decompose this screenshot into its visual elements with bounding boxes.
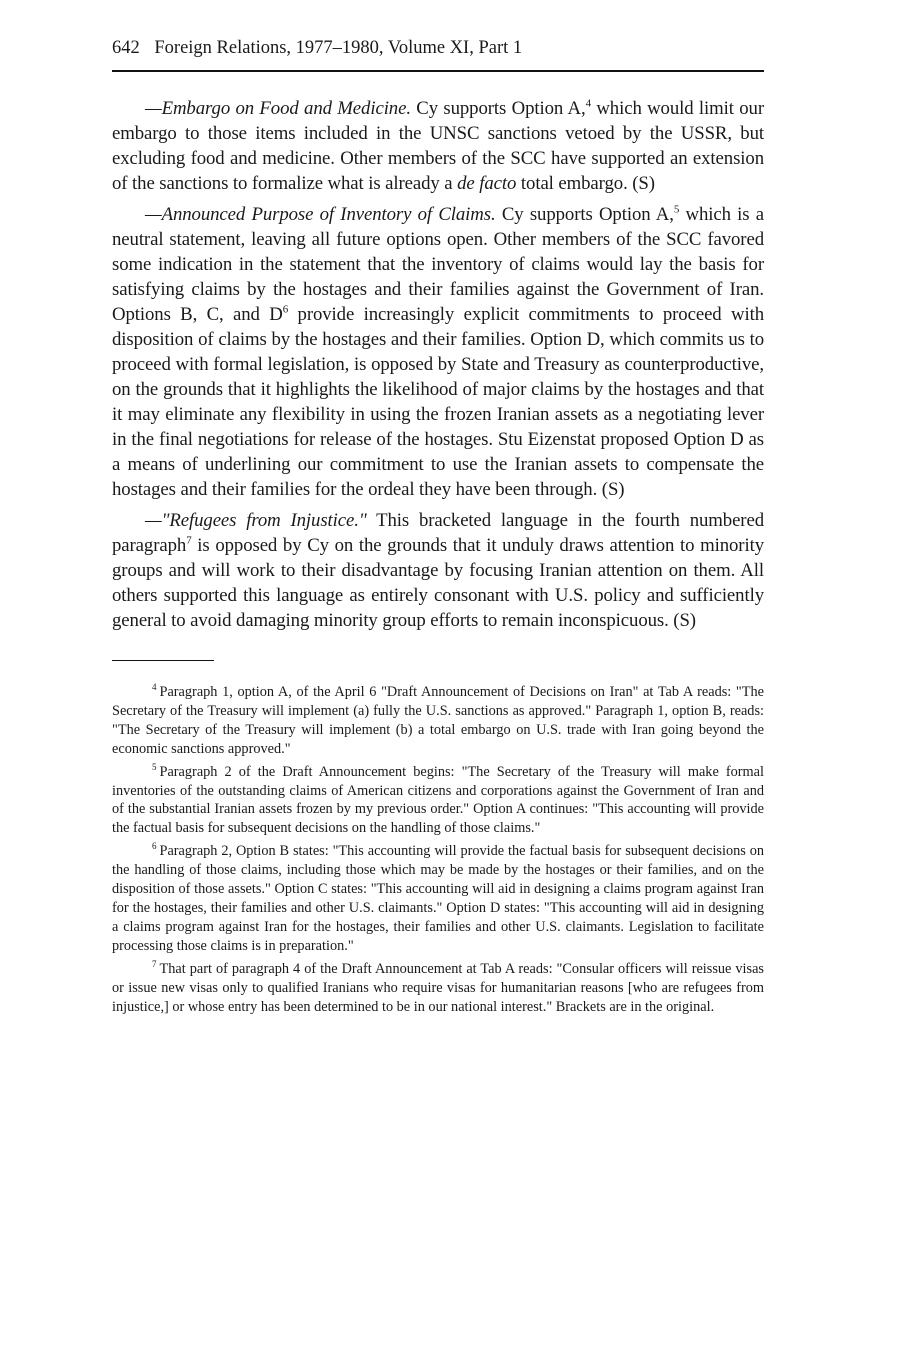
footnote-number: 7 — [152, 958, 157, 969]
paragraph-title: —"Refugees from Injustice." — [145, 510, 367, 531]
paragraph-embargo: —Embargo on Food and Medicine. Cy supports Option A,$^4$ which would limit our embargo to those items included in the UNSC sanctions vetoed by the USSR, but excluding food and medicine. Other members of the SCC have supported an extension of the sanctions to formalize what is already a de facto total embargo. (S) — [112, 97, 764, 194]
footnote-4: $^4$ Paragraph 1, option A, of the April 6 "Draft Announcement of Decisions on Iran" at Tab A reads: "The Secretary of the Treasury will implement (a) fully the U.S. sanctions as approved." Paragraph 1, option B, reads: "The Secretary of the Treasury will implement (b) a total embargo on U.S. trade with Iran going beyond the economic sanctions approved." — [112, 682, 764, 757]
paragraph-refugees: —"Refugees from Injustice." This bracketed language in the fourth numbered paragraph$^7$ is opposed by Cy on the grounds that it unduly draws attention to minority groups and will work to their disadvantage by focusing Iranian attention on them. All others supported this language as entirely consonant with U.S. policy and sufficiently general to avoid damaging minority group efforts to remain inconspicuous. (S) — [112, 510, 764, 631]
document-page — [112, 34, 764, 1020]
footnote-ref[interactable]: 4 — [585, 97, 591, 110]
body-text — [112, 96, 764, 633]
footnotes — [112, 683, 764, 1016]
footnote-number: 5 — [152, 761, 157, 772]
footnote-ref[interactable]: 6 — [282, 303, 289, 316]
header-rule — [112, 70, 764, 72]
footnote-number: 4 — [152, 682, 157, 693]
footnote-6: $^6$ Paragraph 2, Option B states: "This accounting will provide the factual basis for subsequent decisions on the handling of those claims, including those which may be made by the hostages or their families, and on the disposition of those assets." Option C states: "This accounting will aid in designing a claims program against Iran for the hostages, their families and other U.S. claimants." Option D states: "This accounting will aid in designing a claims program against Iran for the hostages, their families and other U.S. claimants. Legislation to facilitate processing those claims is in preparation." — [112, 841, 764, 954]
paragraph-title: —Announced Purpose of Inventory of Claims. — [145, 204, 496, 225]
footnote-ref[interactable]: 7 — [186, 534, 192, 547]
footnote-number: 6 — [152, 841, 157, 852]
footnote-5: $^5$ Paragraph 2 of the Draft Announcement begins: "The Secretary of the Treasury will make formal inventories of the outstanding claims of American citizens and corporations against the Government of Iran and of the substantial Iranian assets frozen by my previous order." Option A continues: "This accounting will provide the factual basis for subsequent decisions on the handling of those claims." — [112, 761, 764, 837]
footnote-7: $^7$ That part of paragraph 4 of the Draft Announcement at Tab A reads: "Consular officers will reissue visas or issue new visas only to qualified Iranians who require visas for humanitarian reasons [who are refugees from injustice,] or whose entry has been determined to be in our national interest." Brackets are in the original. — [112, 958, 764, 1015]
running-header — [112, 34, 764, 66]
page-number: 642 — [112, 38, 140, 58]
paragraph-title: —Embargo on Food and Medicine. — [145, 98, 411, 119]
footnote-ref[interactable]: 5 — [673, 203, 680, 216]
running-title: Foreign Relations, 1977–1980, Volume XI, Part 1 — [154, 38, 523, 58]
paragraph-claims: —Announced Purpose of Inventory of Claims. Cy supports Option A,$^5$ which is a neutral statement, leaving all future options open. Other members of the SCC favored some indication in the statement that the inventory of claims would lay the basis for satisfying claims by the hostages and their families against the Government of Iran. Options B, C, and $D^6$ provide increasingly explicit commitments to proceed with disposition of claims by the hostages and their families. Option D, which commits us to proceed with formal legislation, is opposed by State and Treasury as counterproductive, on the grounds that it highlights the likelihood of major claims by the hostages and that it may eliminate any flexibility in using the frozen Iranian assets as a negotiating lever in the final negotiations for release of the hostages. Stu Eizenstat proposed Option D as a means of underlining our commitment to use the Iranian assets to compensate the hostages and their families for the ordeal they have been through. (S) — [112, 203, 765, 500]
footnote-rule — [112, 660, 214, 661]
